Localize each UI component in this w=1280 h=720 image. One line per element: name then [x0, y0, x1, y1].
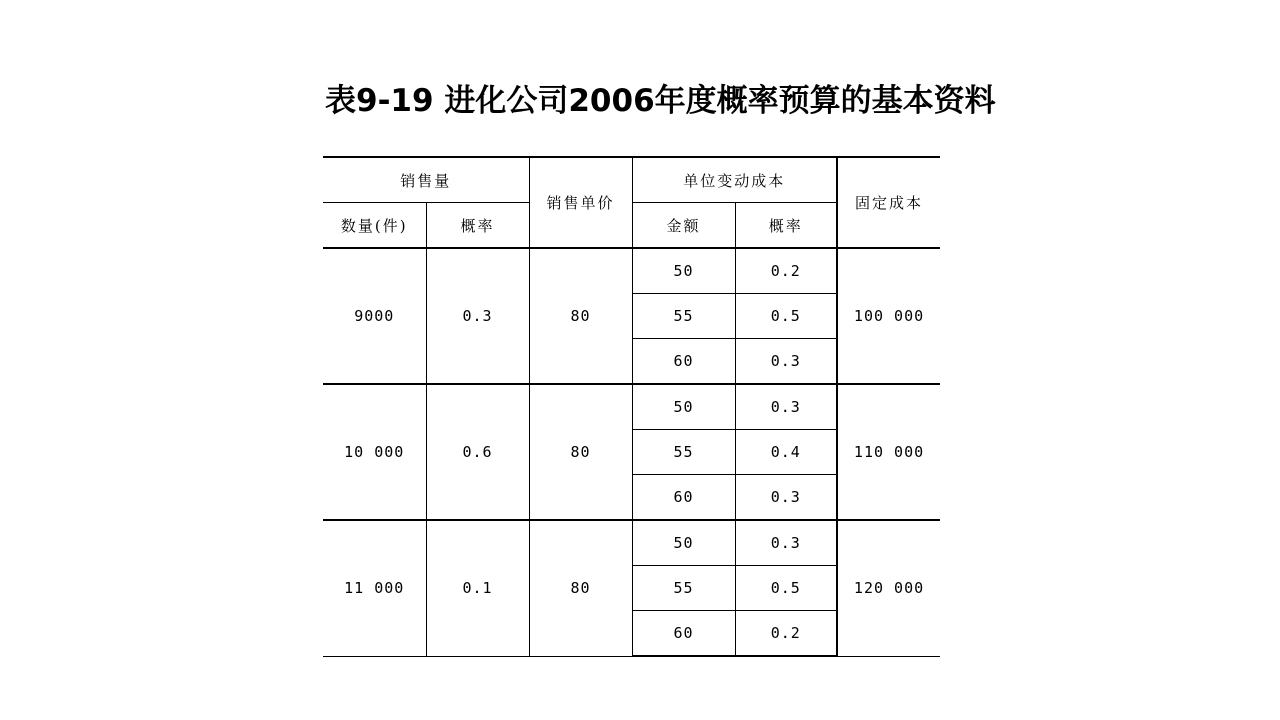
- probability-cell: 0.6: [426, 384, 529, 520]
- cost-amount-cell: 60: [632, 611, 735, 657]
- table-row: [323, 384, 940, 430]
- quantity-cell: 11 000: [323, 520, 426, 656]
- probability-cell: 0.1: [426, 520, 529, 656]
- cost-amount-cell: 60: [632, 475, 735, 521]
- quantity-cell: 10 000: [323, 384, 426, 520]
- table-row: [323, 248, 940, 294]
- fixed-cost-cell: 120 000: [837, 520, 940, 656]
- table-header-row-1: [323, 157, 940, 203]
- unit-price-cell: 80: [529, 384, 632, 520]
- page-title: 表9-19 进化公司2006年度概率预算的基本资料: [325, 83, 996, 119]
- header-cost-probability: 概率: [735, 203, 837, 249]
- unit-price-cell: 80: [529, 248, 632, 384]
- table-row: [323, 520, 940, 566]
- cost-probability-cell: 0.4: [735, 430, 837, 475]
- cost-probability-cell: 0.3: [735, 384, 837, 430]
- header-amount: 金额: [632, 203, 735, 249]
- header-fixed-cost: 固定成本: [837, 157, 940, 248]
- header-unit-variable-cost: 单位变动成本: [632, 157, 837, 203]
- cost-probability-cell: 0.3: [735, 520, 837, 566]
- cost-amount-cell: 50: [632, 520, 735, 566]
- header-unit-price: 销售单价: [529, 157, 632, 248]
- fixed-cost-cell: 110 000: [837, 384, 940, 520]
- unit-price-cell: 80: [529, 520, 632, 656]
- cost-probability-cell: 0.3: [735, 475, 837, 521]
- probability-cell: 0.3: [426, 248, 529, 384]
- cost-amount-cell: 55: [632, 430, 735, 475]
- cost-amount-cell: 55: [632, 294, 735, 339]
- cost-probability-cell: 0.2: [735, 611, 837, 657]
- quantity-cell: 9000: [323, 248, 426, 384]
- budget-data-table: [323, 156, 940, 657]
- header-quantity: 数量(件): [323, 203, 426, 249]
- cost-probability-cell: 0.5: [735, 566, 837, 611]
- cost-amount-cell: 50: [632, 384, 735, 430]
- header-sales-volume: 销售量: [323, 157, 529, 203]
- cost-amount-cell: 50: [632, 248, 735, 294]
- cost-amount-cell: 55: [632, 566, 735, 611]
- cost-probability-cell: 0.3: [735, 339, 837, 385]
- cost-probability-cell: 0.5: [735, 294, 837, 339]
- header-probability: 概率: [426, 203, 529, 249]
- cost-probability-cell: 0.2: [735, 248, 837, 294]
- cost-amount-cell: 60: [632, 339, 735, 385]
- fixed-cost-cell: 100 000: [837, 248, 940, 384]
